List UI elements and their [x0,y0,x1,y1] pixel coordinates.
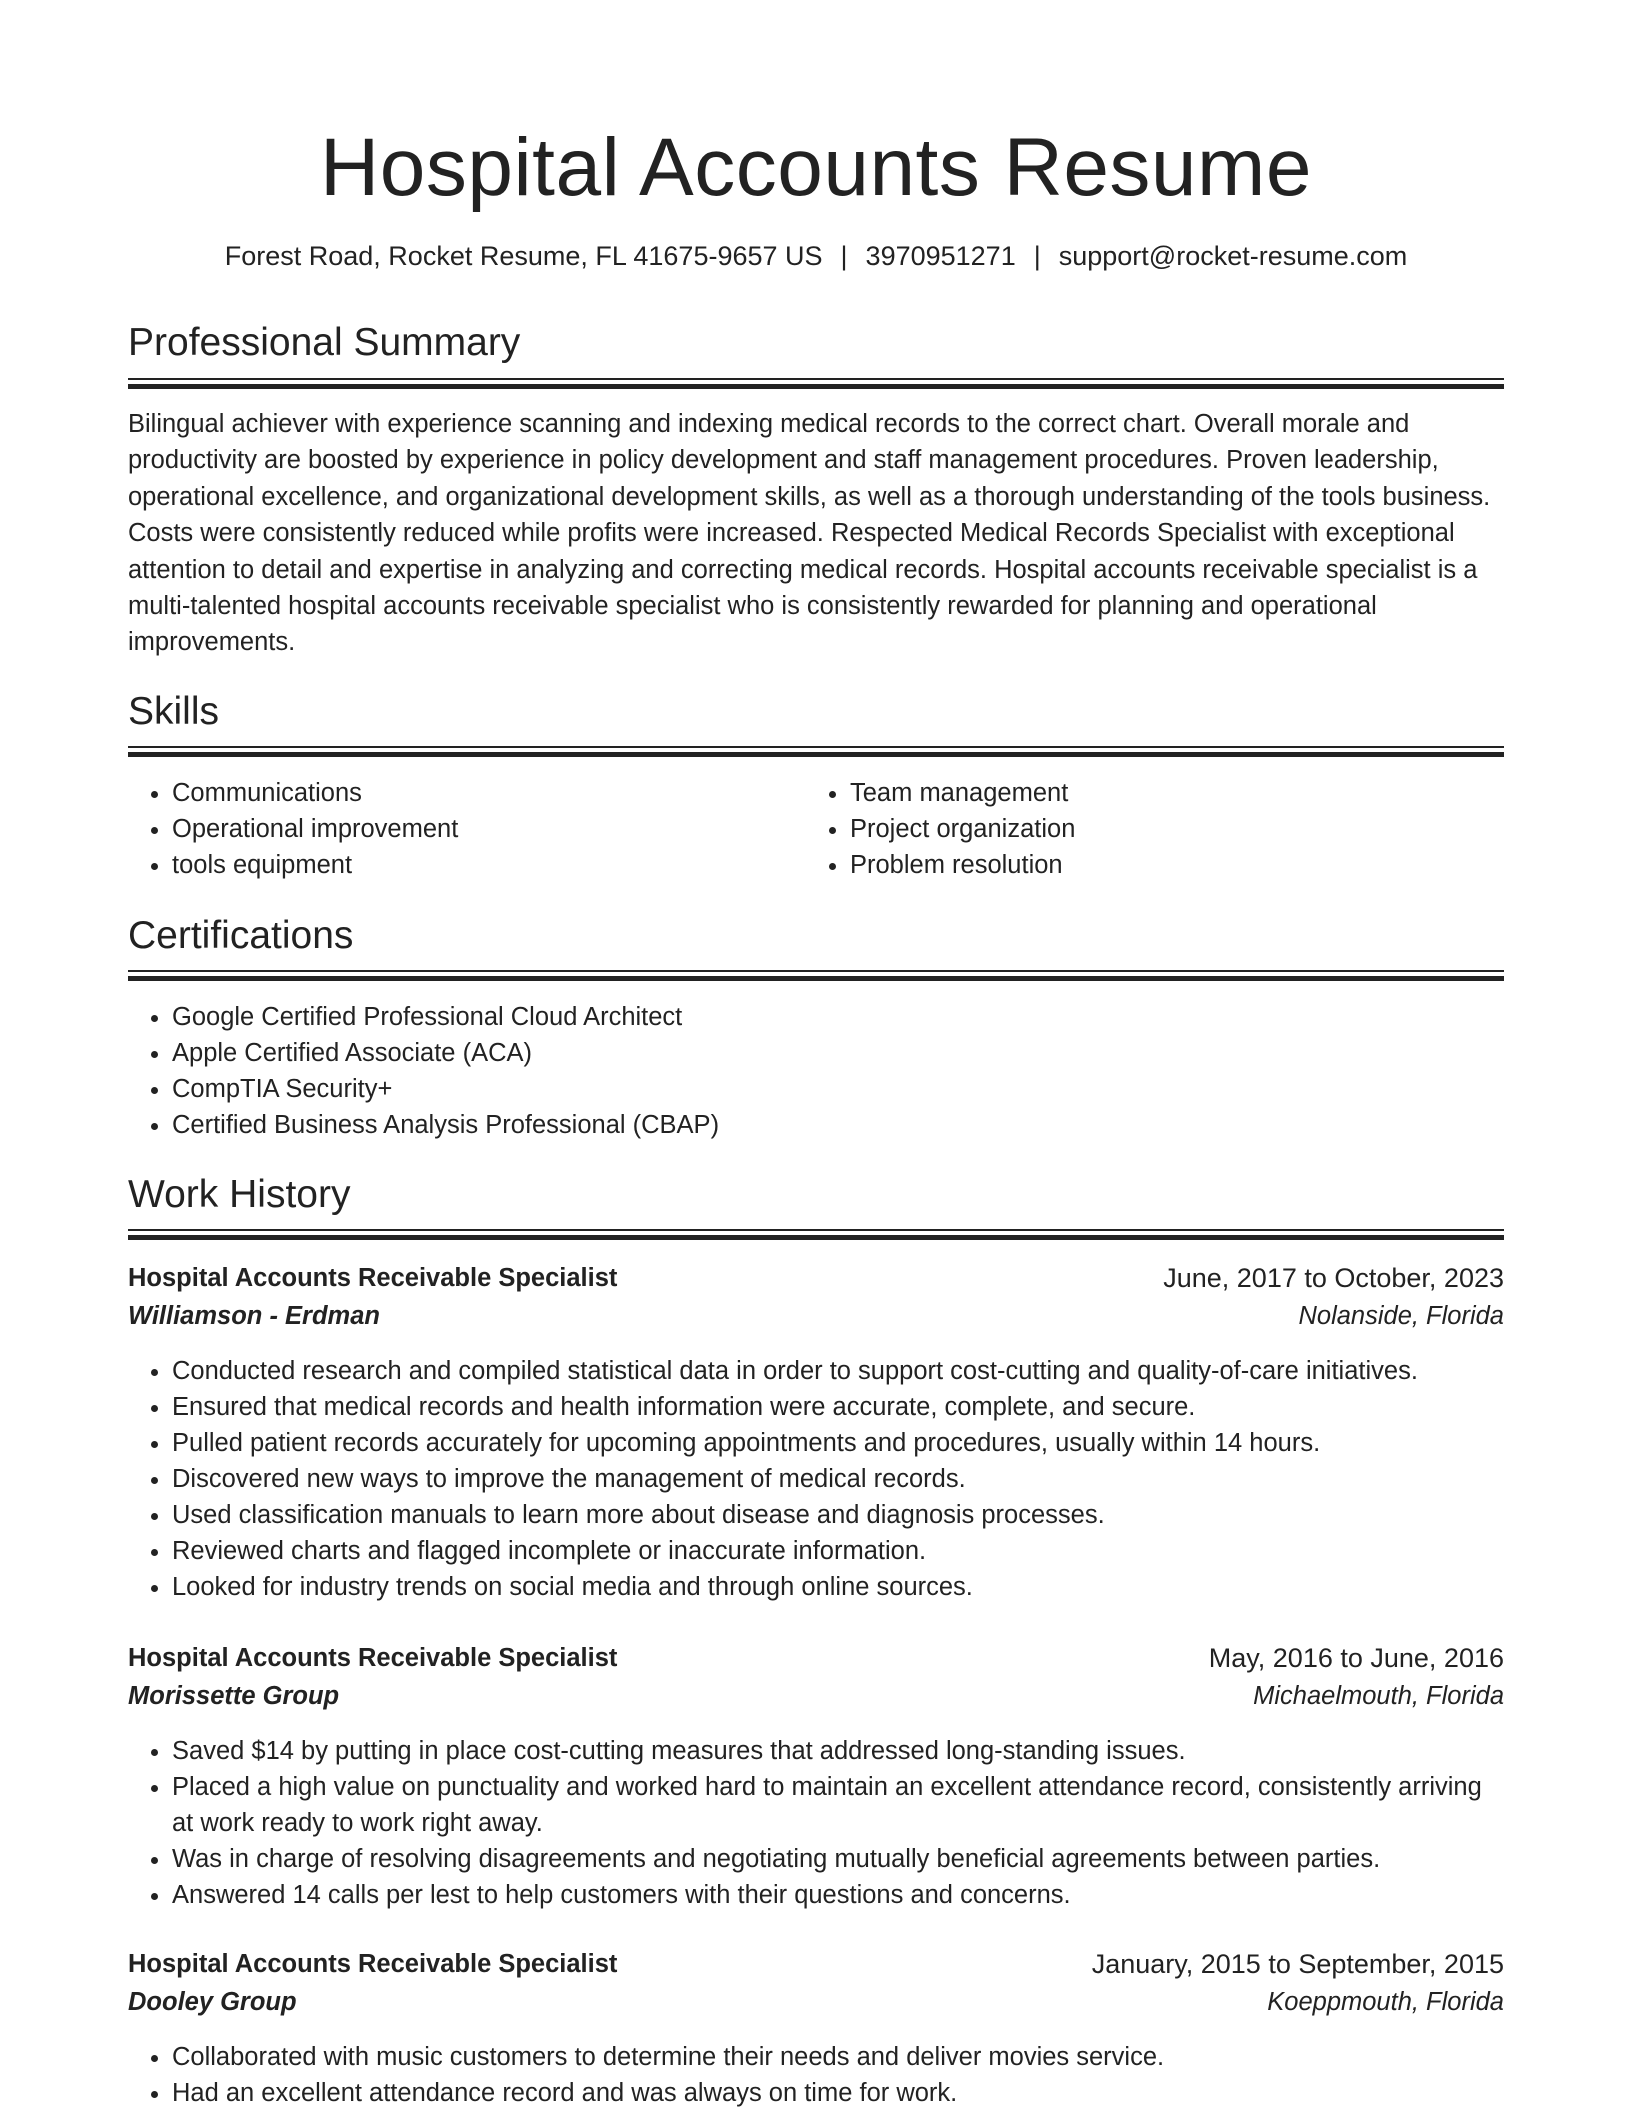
phone: 3970951271 [865,241,1016,271]
list-item: • Reviewed charts and flagged incomplete or inaccurate information. [172,1533,1504,1569]
job-company: Morissette Group [128,1682,340,1710]
list-item: • Used classification manuals to learn more about disease and diagnosis processes. [172,1497,1504,1533]
contact-line [128,240,1504,272]
section-divider [128,1229,1504,1239]
certifications-list [128,999,1504,1143]
list-item: • Saved $14 by putting in place cost-cutting measures that addressed long-standing issues. [172,1733,1504,1769]
list-item: • tools equipment [172,847,806,883]
summary-text: Bilingual achiever with experience scanning and indexing medical records to the correct chart. Overall morale and productivity are boosted by experience in policy development and staff management procedures. Proven leadership, operational excellence, and organizational development skills, as well as a thorough understanding of the tools business. Costs were consistently reduced while profits were increased. Respected Medical Records Specialist with exceptional attention to detail and expertise in analyzing and correcting medical records. Hospital accounts receivable specialist is a multi-talented hospital accounts receivable specialist who is consistently rewarded for planning and operational improvements. [128,410,1491,657]
list-item: • Team management [850,775,1504,811]
job-title: Hospital Accounts Receivable Specialist [128,1264,618,1292]
job-location: Koeppmouth, Florida [1267,1988,1504,2016]
list-item: • Ensured that medical records and health information were accurate, complete, and secure. [172,1389,1504,1425]
section-divider [128,378,1504,388]
skills-list-right [806,775,1504,883]
job-dates: January, 2015 to September, 2015 [1091,1949,1504,1979]
list-item: • Operational improvement [172,811,806,847]
list-item: • Apple Certified Associate (ACA) [172,1035,1504,1071]
job-location: Nolanside, Florida [1298,1302,1504,1330]
address: Forest Road, Rocket Resume, FL 41675-9657 US [224,241,823,271]
list-item: • Project organization [850,811,1504,847]
list-item: • Collaborated with music customers to determine their needs and deliver movies service. [172,2039,1504,2075]
list-item: • Answered 14 calls per lest to help customers with their questions and concerns. [172,1877,1504,1913]
list-item: • Had an excellent attendance record and was always on time for work. [172,2075,1504,2111]
job-header [128,1260,1504,1336]
section-divider [128,970,1504,980]
job-title: Hospital Accounts Receivable Specialist [128,1644,618,1672]
job-dates: May, 2016 to June, 2016 [1208,1643,1504,1673]
resume-title: Hospital Accounts Resume [320,122,1312,213]
job-header [128,1946,1504,2022]
certifications-heading: Certifications [128,914,354,957]
list-item: • CompTIA Security+ [172,1071,1504,1107]
list-item: • Pulled patient records accurately for upcoming appointments and procedures, usually within 14 hours. [172,1425,1504,1461]
job-title: Hospital Accounts Receivable Specialist [128,1950,618,1978]
list-item: • Google Certified Professional Cloud Architect [172,999,1504,1035]
job-company: Dooley Group [128,1988,297,2016]
list-item: • Certified Business Analysis Professional (CBAP) [172,1107,1504,1143]
contact-separator: | [1033,241,1041,271]
section-divider [128,746,1504,756]
job-header [128,1640,1504,1716]
contact-separator: | [840,241,848,271]
summary-heading: Professional Summary [128,321,521,364]
skills-list-left [128,775,806,883]
list-item: • Placed a high value on punctuality and worked hard to maintain an excellent attendance record, consistently arriving at work ready to work right away. [172,1769,1504,1841]
job-location: Michaelmouth, Florida [1253,1682,1504,1710]
job-dates: June, 2017 to October, 2023 [1163,1263,1504,1293]
list-item: • Conducted research and compiled statistical data in order to support cost-cutting and quality-of-care initiatives. [172,1353,1504,1389]
work-history-heading: Work History [128,1173,351,1216]
email: support@rocket-resume.com [1058,241,1408,271]
list-item: • Problem resolution [850,847,1504,883]
job-company: Williamson - Erdman [128,1302,380,1330]
list-item: • Was in charge of resolving disagreements and negotiating mutually beneficial agreements between parties. [172,1841,1504,1877]
list-item: • Communications [172,775,806,811]
job-bullets [128,1733,1504,1913]
list-item: • Looked for industry trends on social media and through online sources. [172,1569,1504,1605]
job-bullets [128,1353,1504,1605]
list-item: • Discovered new ways to improve the management of medical records. [172,1461,1504,1497]
skills-heading: Skills [128,690,220,733]
job-bullets [128,2039,1504,2111]
